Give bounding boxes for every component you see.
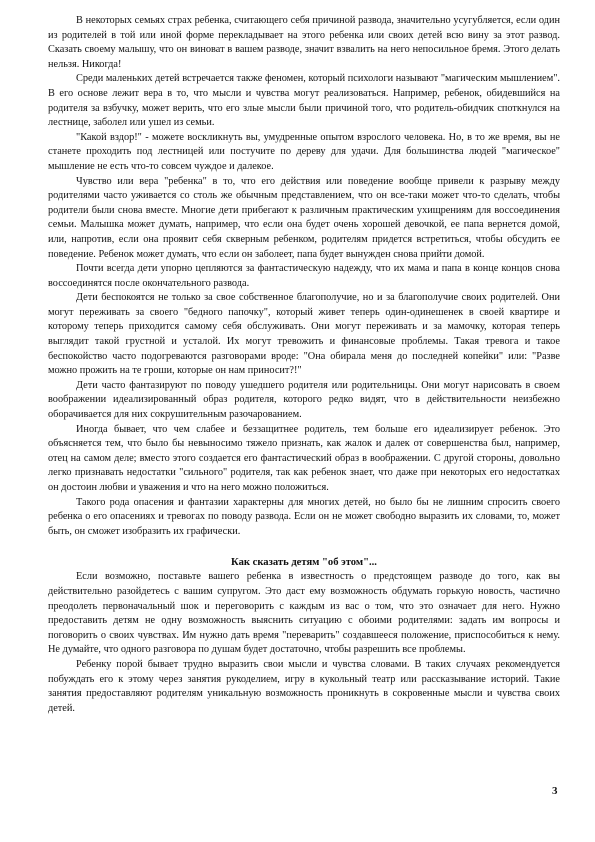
paragraph: Среди маленьких детей встречается также феномен, который психологи называют "магическим мышлением". В его основе лежит вера в то, что мысли и чувства могут реализоваться. Например, ребенок, обидевшийся на родителя за взбучку, может верить, что его злые мысли были причиной того, что родитель-обидчик споткнулся на лестнице, заболел или ушел из семьи. <box>48 73 560 129</box>
section-how-to-tell <box>48 570 560 716</box>
paragraph: Ребенку порой бывает трудно выразить свои мысли и чувства словами. В таких случаях рекомендуется побуждать его к этому через занятия рукоделием, игру в кукольный театр или рассказывание историй. Такие занятия предоставляют родителям уникальную возможность проникнуть в сокровенные мысли и чувства своих детей. <box>48 658 560 714</box>
paragraph: Иногда бывает, что чем слабее и беззащитнее родитель, тем больше его идеализирует ребенок. Это объясняется тем, что было бы невыносимо тяжело признать, как жалок и далек от совершенства был, например, отец на самом деле; вместо этого создается его фантастический образ в воображении. С другой стороны, довольно легко признавать недостатки "сильного" родителя, так как ребенок знает, что даже при некоторых его недостатках он достоин любви и уважения и что на него можно положиться. <box>48 423 560 493</box>
paragraph: Если возможно, поставьте вашего ребенка в известность о предстоящем разводе до того, как вы действительно разойдетесь с вашим супругом. Это даст ему возможность обдумать горькую новость, частично преодолеть первоначальный шок и переговорить с каждым из вас о том, что это означает для него. Нужно предоставить детям не одну возможность выяснить ситуацию с обоими родителями: задать им вопросы и поговорить о своих чувствах. Им нужно дать время "переварить" создавшееся положение, приспособиться к нему. Не думайте, что одного разговора по душам будет достаточно, чтобы разрешить все проблемы. <box>48 571 560 656</box>
paragraph: Чувство или вера "ребенка" в то, что его действия или поведение вообще привели к разрыву между родителями часто уживается со столь же обычным представлением, что он все-таки может что-то сделать, чтобы родители были снова вместе. Многие дети прибегают к различным практическим ухищрениям для воссоединения семьи. Малышка может думать, например, что если она будет очень хорошей девочкой, ее папа вернется домой, или, напротив, если она проявит себя скверным ребенком, родителям придется встретиться, чтобы обсудить ее поведение. Ребенок может думать, что если он заболеет, папа будет вынужден снова прийти домой. <box>48 175 560 260</box>
paragraph: Дети беспокоятся не только за свое собственное благополучие, но и за благополучие своих родителей. Они могут переживать за своего "бедного папочку", который живет теперь один-одинешенек в своей квартире и которому теперь приходится самому себя обслуживать. Они могут переживать и за мамочку, которая теперь выглядит такой грустной и усталой. Их могут тревожить и финансовые проблемы. Такая тревога и такое беспокойство часто подогреваются разговорами вроде: "Она обирала меня до последней копейки" или: "Разве можно прожить на те гроши, которые он нам приносит?!" <box>48 292 560 377</box>
paragraph: Дети часто фантазируют по поводу ушедшего родителя или родительницы. Они могут нарисовать в своем воображении идеализированный образ родителя, которого редко видят, что в действительности неизбежно оборачивается для них сокрушительным разочарованием. <box>48 379 560 421</box>
paragraph: В некоторых семьях страх ребенка, считающего себя причиной развода, значительно усугубляется, если один из родителей в той или иной форме перекладывает на этого ребенка или своих детей всю вину за этот развод. Сказать своему малышу, что он виноват в вашем разводе, значит взвалить на него непосильное бремя. Этого делать нельзя. Никогда! <box>48 15 560 70</box>
section-heading: Как сказать детям "об этом"... <box>231 557 377 569</box>
page-number: 3 <box>552 785 558 797</box>
paragraph: Почти всегда дети упорно цепляются за фантастическую надежду, что их мама и папа в конце концов снова воссоединятся после окончательного развода. <box>48 263 560 289</box>
section-intro <box>48 14 560 539</box>
document-page <box>48 14 560 716</box>
paragraph: Такого рода опасения и фантазии характерны для многих детей, но было бы не лишним спросить своего ребенка о его опасениях и тревогах по поводу развода. Если он не может свободно выразить их словами, то, может быть, он сможет изобразить их графически. <box>48 496 560 537</box>
paragraph: "Какой вздор!" - можете воскликнуть вы, умудренные опытом взрослого человека. Но, в то же время, вы не станете проходить под лестницей или постучите по дереву для удачи. Для большинства людей "магическое" мышление не есть что-то совсем чуждое и далекое. <box>48 131 560 172</box>
